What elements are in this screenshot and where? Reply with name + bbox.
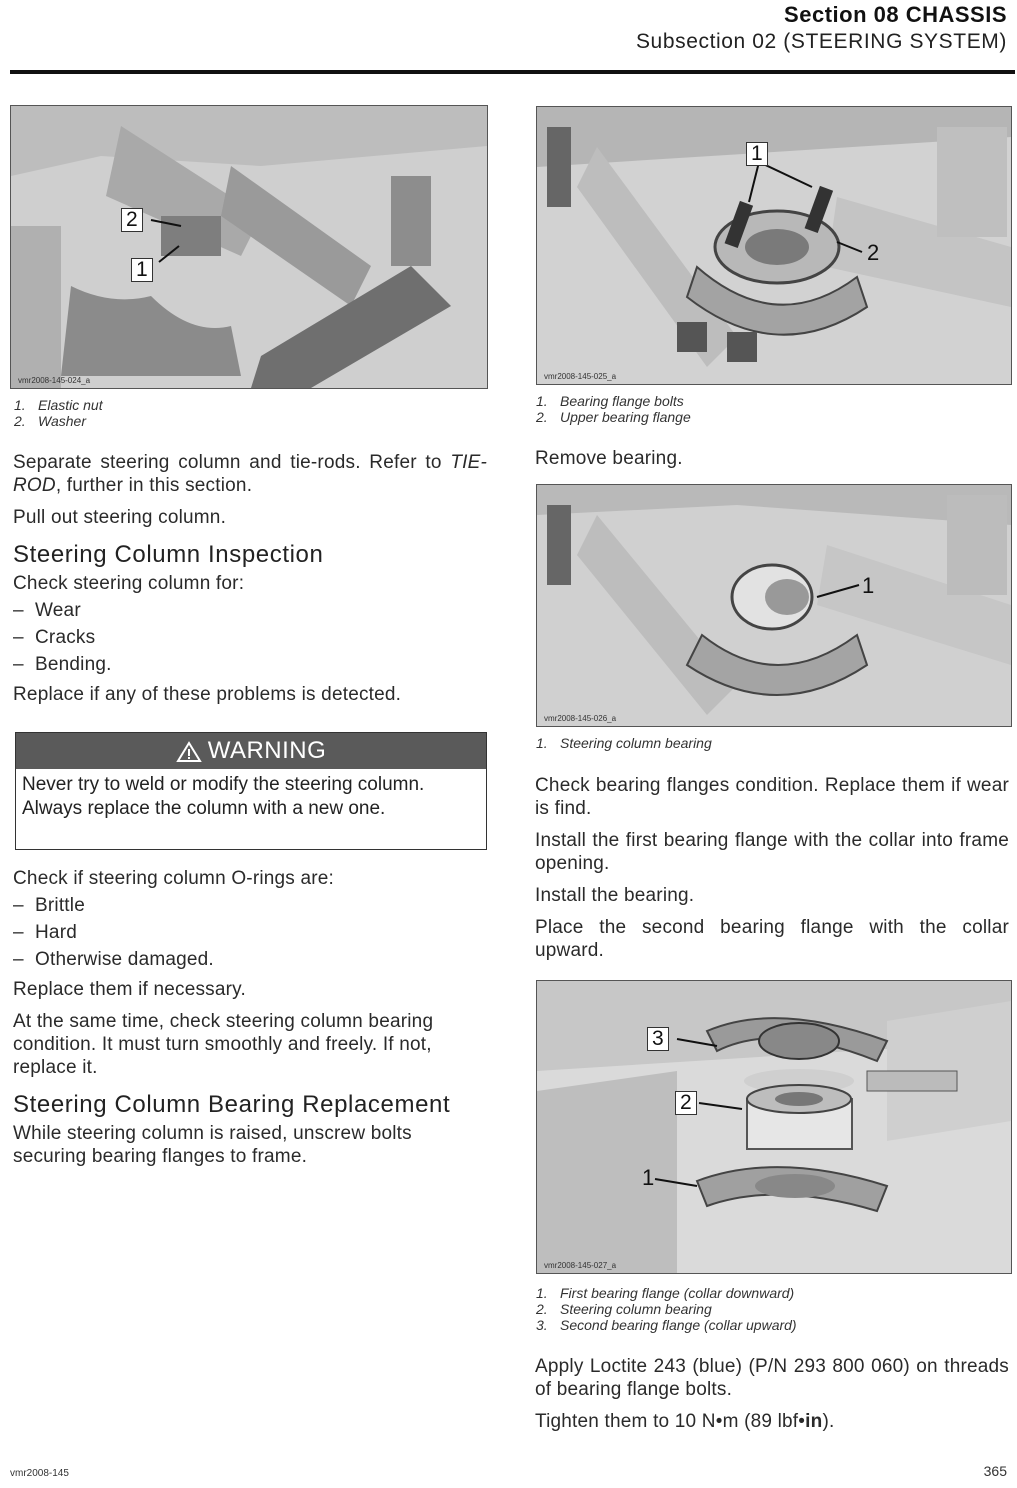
- tie-rod-reference: TIE-ROD: [13, 452, 487, 496]
- section-title: Section 08 CHASSIS: [784, 2, 1007, 27]
- figure-bearing-assembly-photo: [536, 980, 1012, 1274]
- page-number: 365: [983, 1463, 1007, 1479]
- list-item: – Wear: [13, 600, 81, 621]
- left-column: [13, 451, 487, 715]
- callout-2: 2: [675, 1091, 697, 1115]
- right-column: [535, 774, 1009, 971]
- legend-item: 1. Elastic nut: [14, 397, 103, 413]
- header-rule: [10, 70, 1015, 74]
- paragraph: Pull out steering column.: [13, 507, 227, 528]
- paragraph: Check bearing flanges condition. Replace them if wear is find.: [535, 775, 1009, 819]
- paragraph: Apply Loctite 243 (blue) (P/N 293 800 060) on threads of bearing flange bolts.: [535, 1356, 1009, 1400]
- list-item: – Hard: [13, 922, 77, 943]
- list-item: – Bending.: [13, 654, 112, 675]
- paragraph: While steering column is raised, unscrew bolts securing bearing flanges to frame.: [13, 1123, 412, 1167]
- figure-id: vmr2008-145-024_a: [18, 376, 91, 385]
- figure-id: vmr2008-145-026_a: [544, 714, 617, 723]
- warning-title: WARNING: [207, 737, 327, 764]
- heading-steering-column-inspection: Steering Column Inspection: [13, 541, 324, 568]
- paragraph: At the same time, check steering column bearing condition. It must turn smoothly and freely. If not, replace it.: [13, 1011, 434, 1078]
- list-item: – Brittle: [13, 895, 85, 916]
- warning-text: Never try to weld or modify the steering column. Always replace the column with a new one.: [22, 774, 425, 819]
- list-item: – Cracks: [13, 627, 96, 648]
- list-item: – Otherwise damaged.: [13, 949, 214, 970]
- paragraph: Replace them if necessary.: [13, 979, 246, 1000]
- legend-item: 1. First bearing flange (collar downward): [536, 1285, 795, 1301]
- left-column-lower: [13, 867, 487, 1177]
- callout-1: 1: [862, 573, 875, 598]
- figure-steering-column-bearing-photo: [536, 484, 1012, 727]
- callout-2: 2: [121, 208, 143, 232]
- warning-box: [15, 732, 487, 850]
- figure-legend: [14, 397, 484, 429]
- callout-1: 1: [131, 258, 153, 282]
- callout-3: 3: [647, 1027, 669, 1051]
- footer-doc-id: vmr2008-145: [10, 1468, 69, 1479]
- warning-header: [16, 733, 486, 769]
- figure-legend: [536, 1285, 1006, 1333]
- paragraph: Install the bearing.: [535, 885, 695, 906]
- callout-1: 1: [746, 142, 768, 166]
- heading-bearing-replacement: Steering Column Bearing Replacement: [13, 1091, 451, 1118]
- legend-item: 3. Second bearing flange (collar upward): [536, 1317, 797, 1333]
- legend-item: 2. Washer: [14, 413, 86, 429]
- callout-1: 1: [642, 1165, 655, 1190]
- legend-item: 1. Bearing flange bolts: [536, 393, 684, 409]
- figure-bearing-flange-bolts-photo: [536, 106, 1012, 385]
- paragraph: Replace if any of these problems is detected.: [13, 684, 402, 705]
- legend-item: 2. Steering column bearing: [536, 1301, 712, 1317]
- paragraph: Install the first bearing flange with the collar into frame opening.: [535, 830, 1009, 874]
- figure-legend: [536, 735, 1006, 751]
- right-column-lower: [535, 1355, 1009, 1442]
- paragraph: Remove bearing.: [535, 448, 683, 469]
- paragraph: Tighten them to 10 N•m (89 lbf•in).: [535, 1411, 835, 1432]
- paragraph: Check steering column for:: [13, 573, 245, 594]
- figure-legend: [536, 393, 1006, 425]
- legend-item: 1. Steering column bearing: [536, 735, 712, 751]
- callout-2: 2: [867, 240, 880, 265]
- paragraph: Check if steering column O-rings are:: [13, 868, 335, 889]
- legend-item: 2. Upper bearing flange: [536, 409, 691, 425]
- figure-id: vmr2008-145-027_a: [544, 1261, 617, 1270]
- figure-id: vmr2008-145-025_a: [544, 372, 617, 381]
- warning-triangle-icon: [176, 741, 202, 763]
- figure-elastic-nut-photo: [10, 105, 488, 389]
- subsection-title: Subsection 02 (STEERING SYSTEM): [635, 30, 1007, 53]
- paragraph: Separate steering column and tie-rods. Refer to TIE-ROD, further in this section.: [13, 452, 487, 496]
- paragraph: Place the second bearing flange with the collar upward.: [535, 917, 1009, 961]
